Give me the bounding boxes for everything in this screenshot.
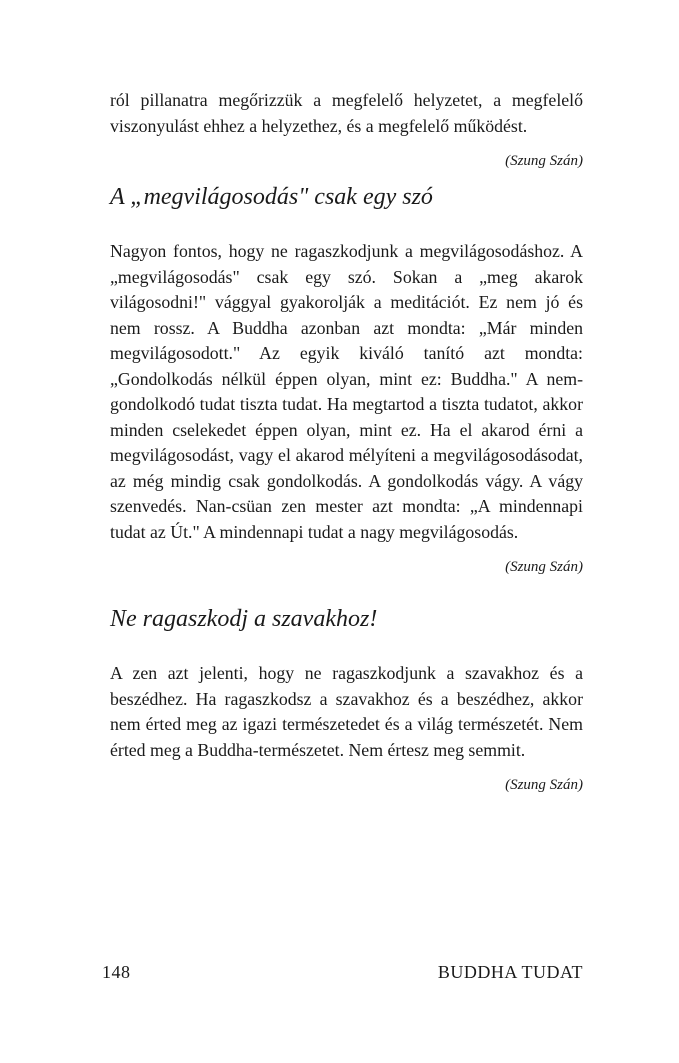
intro-paragraph: ról pillanatra megőrizzük a megfelelő helyzetet, a megfelelő viszonyulást ehhez a helyzethez, és a megfelelő működést. — [110, 90, 583, 136]
section-2-paragraph: A zen azt jelenti, hogy ne ragaszkodjunk a szavakhoz és a beszédhez. Ha ragaszkodsz a szavakhoz és a beszédhez, akkor nem érted meg az igazi természetedet és a világ természetét. Nem érted meg a Buddha-természetet. Nem értesz meg semmit. — [110, 663, 583, 760]
page-number: 148 — [102, 962, 131, 982]
section-2-attribution: (Szung Szán) — [505, 777, 583, 793]
running-title: BUDDHA TUDAT — [437, 962, 583, 982]
page-footer — [102, 962, 583, 983]
section-1-title: A „megvilágosodás" csak egy szó — [110, 184, 433, 210]
section-2-title: Ne ragaszkodj a szavakhoz! — [110, 606, 378, 632]
section-1-attribution: (Szung Szán) — [505, 559, 583, 575]
attribution-1: (Szung Szán) — [505, 153, 583, 169]
section-1-paragraph: Nagyon fontos, hogy ne ragaszkodjunk a megvilágosodáshoz. A „megvilágosodás" csak egy szó. Sokan a „meg akarok világosodni!" vággyal gyakorolják a meditációt. Ez nem jó és nem rossz. A Buddha azonban azt mondta: „Már minden megvilágosodott." Az egyik kiváló tanító azt mondta: „Gondolkodás nélkül éppen olyan, mint ez: Buddha." A nem-gondolkodó tudat tiszta tudat. Ha megtartod a tiszta tudatot, akkor minden cselekedet éppen olyan, mint ez. Ha el akarod érni a megvilágosodást, vagy el akarod mélyíteni a megvilágosodásodat, az még mindig csak gondolkodás. A gondolkodás vágy. A vágy szenvedés. Nan-csüan zen mester azt mondta: „A mindennapi tudat az Út." A mindennapi tudat a nagy megvilágosodás. — [110, 241, 583, 542]
